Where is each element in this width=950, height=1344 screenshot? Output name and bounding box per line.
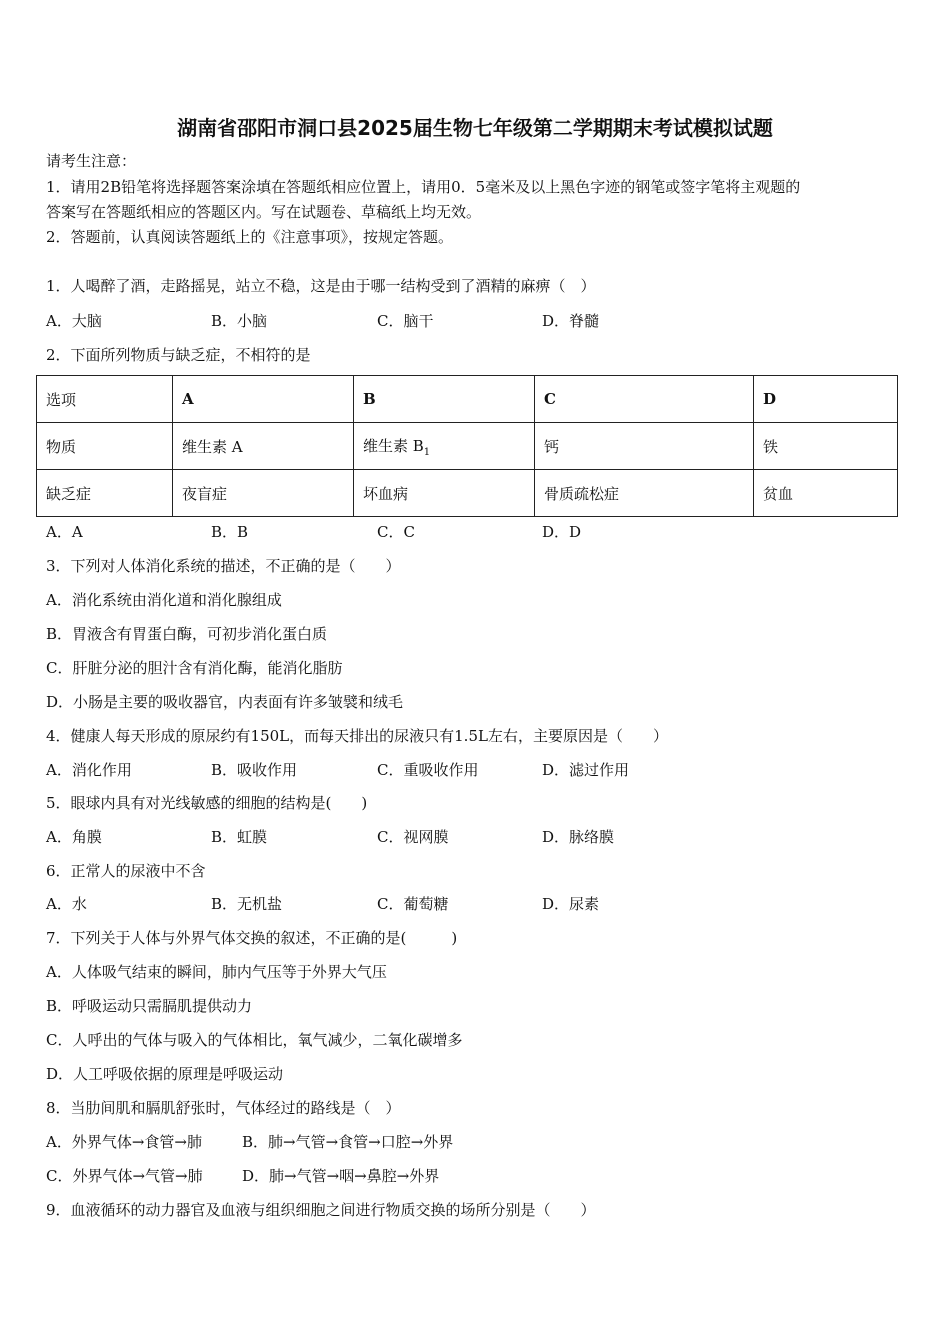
question-3-option-c: C．肝脏分泌的胆汁含有消化酶，能消化脂肪	[46, 659, 343, 677]
table-row	[37, 423, 898, 470]
table-row	[37, 376, 898, 423]
table-cell: 缺乏症	[37, 470, 173, 517]
question-8-option-a: A．外界气体→食管→肺	[46, 1133, 202, 1151]
notice-line-1: 1．请用2B铅笔将选择题答案涂填在答题纸相应位置上，请用0．5毫米及以上黑色字迹的钢笔或签字笔将主观题的	[46, 178, 801, 196]
table-cell: 贫血	[754, 470, 898, 517]
question-9-stem: 9．血液循环的动力器官及血液与组织细胞之间进行物质交换的场所分别是（ ）	[46, 1201, 596, 1219]
table-cell: 坏血病	[354, 470, 535, 517]
question-3-option-a: A．消化系统由消化道和消化腺组成	[46, 591, 282, 609]
question-5-option-a: A．角膜	[46, 828, 102, 846]
question-1-option-b: B．小脑	[211, 312, 268, 330]
question-1-option-d: D．脊髓	[542, 312, 600, 330]
question-8-option-b: B．肺→气管→食管→口腔→外界	[242, 1133, 454, 1151]
question-6-option-a: A．水	[46, 895, 87, 913]
question-5-stem: 5．眼球内具有对光线敏感的细胞的结构是( )	[46, 794, 368, 812]
notice-line-3: 2．答题前，认真阅读答题纸上的《注意事项》，按规定答题。	[46, 228, 454, 246]
question-2-option-d: D．D	[542, 523, 582, 541]
question-5-option-c: C．视网膜	[377, 828, 449, 846]
table-cell: 骨质疏松症	[535, 470, 754, 517]
question-6-option-c: C．葡萄糖	[377, 895, 449, 913]
question-4-option-d: D．滤过作用	[542, 761, 630, 779]
question-8-option-d: D．肺→气管→咽→鼻腔→外界	[242, 1167, 440, 1185]
question-7-option-d: D．人工呼吸依据的原理是呼吸运动	[46, 1065, 284, 1083]
table-cell	[354, 423, 535, 470]
question-2-table	[36, 375, 898, 517]
question-2-option-c: C．C	[377, 523, 415, 541]
question-7-option-a: A．人体吸气结束的瞬间，肺内气压等于外界大气压	[46, 963, 387, 981]
table-cell: D	[754, 376, 898, 423]
question-3-option-b: B．胃液含有胃蛋白酶，可初步消化蛋白质	[46, 625, 328, 643]
table-row	[37, 470, 898, 517]
question-8-stem: 8．当肋间肌和膈肌舒张时，气体经过的路线是（ ）	[46, 1099, 401, 1117]
question-2-stem: 2．下面所列物质与缺乏症，不相符的是	[46, 346, 311, 364]
question-4-stem: 4．健康人每天形成的原尿约有150L，而每天排出的尿液只有1.5L左右，主要原因是（ ）	[46, 727, 668, 745]
table-cell: 维生素 A	[173, 423, 354, 470]
question-7-option-c: C．人呼出的气体与吸入的气体相比，氧气减少，二氧化碳增多	[46, 1031, 463, 1049]
question-7-stem: 7．下列关于人体与外界气体交换的叙述，不正确的是( )	[46, 929, 458, 947]
question-3-option-d: D．小肠是主要的吸收器官，内表面有许多皱襞和绒毛	[46, 693, 404, 711]
question-6-option-d: D．尿素	[542, 895, 600, 913]
notice-heading: 请考生注意：	[46, 152, 137, 170]
table-cell: 铁	[754, 423, 898, 470]
question-6-stem: 6．正常人的尿液中不含	[46, 862, 206, 880]
table-cell: 钙	[535, 423, 754, 470]
question-1-stem: 1．人喝醉了酒，走路摇晃，站立不稳，这是由于哪一结构受到了酒精的麻痹（ ）	[46, 277, 596, 295]
table-cell: 夜盲症	[173, 470, 354, 517]
table-cell: 物质	[37, 423, 173, 470]
question-6-option-b: B．无机盐	[211, 895, 283, 913]
question-4-option-c: C．重吸收作用	[377, 761, 479, 779]
table-cell: A	[173, 376, 354, 423]
question-8-option-c: C．外界气体→气管→肺	[46, 1167, 203, 1185]
question-2-option-b: B．B	[211, 523, 249, 541]
table-cell: B	[354, 376, 535, 423]
question-4-option-a: A．消化作用	[46, 761, 132, 779]
notice-line-2: 答案写在答题纸相应的答题区内。写在试题卷、草稿纸上均无效。	[46, 203, 482, 221]
subscript: 1	[423, 446, 431, 458]
question-1-option-c: C．脑干	[377, 312, 434, 330]
question-1-option-a: A．大脑	[46, 312, 102, 330]
question-4-option-b: B．吸收作用	[211, 761, 298, 779]
question-3-stem: 3．下列对人体消化系统的描述，不正确的是（ ）	[46, 557, 401, 575]
table-cell: 选项	[37, 376, 173, 423]
table-cell: C	[535, 376, 754, 423]
page-title: 湖南省邵阳市洞口县2025届生物七年级第二学期期末考试模拟试题	[177, 116, 773, 140]
question-2-option-a: A．A	[46, 523, 83, 541]
question-5-option-d: D．脉络膜	[542, 828, 615, 846]
question-5-option-b: B．虹膜	[211, 828, 268, 846]
question-7-option-b: B．呼吸运动只需膈肌提供动力	[46, 997, 253, 1015]
cell-text: 维生素 B	[363, 436, 424, 455]
